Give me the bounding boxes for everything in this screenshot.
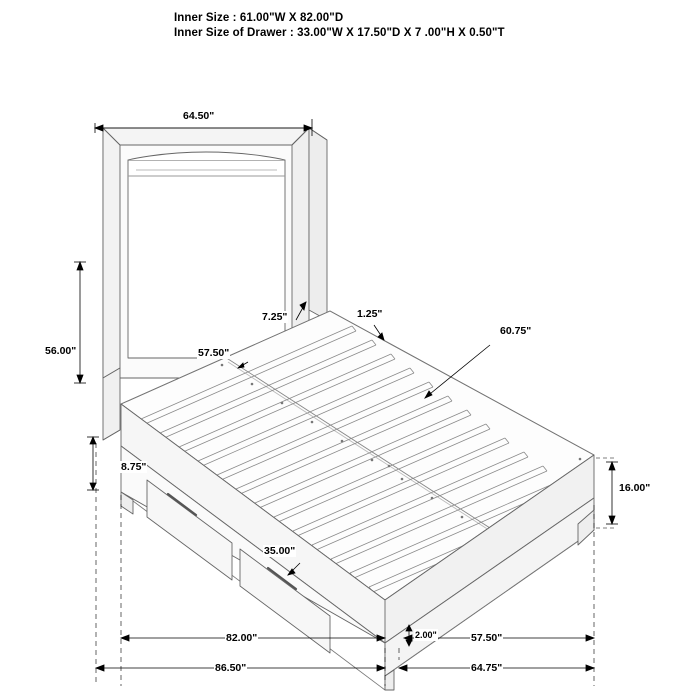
dim-side-height: 16.00"	[619, 482, 651, 494]
dim-bottom-depth: 82.00"	[226, 632, 258, 644]
inner-size-text: Inner Size : 61.00"W X 82.00"D	[174, 12, 344, 24]
dim-drawer-width: 35.00"	[264, 545, 296, 557]
dim-foot-width: 57.50"	[471, 632, 503, 644]
dim-foot-clearance: 2.00"	[415, 630, 437, 640]
dim-bottom-overall: 86.50"	[215, 662, 247, 674]
dim-rail-height: 8.75"	[121, 461, 147, 473]
dim-top-width: 64.50"	[183, 110, 215, 122]
inner-drawer-size-text: Inner Size of Drawer : 33.00"W X 17.50"D X 7 .00"H X 0.50"T	[174, 27, 505, 39]
dim-slat-gap: 7.25"	[262, 311, 288, 323]
dim-headboard-height: 56.00"	[45, 345, 77, 357]
dim-foot-overall: 64.75"	[471, 662, 503, 674]
dim-deck-depth: 60.75"	[500, 325, 532, 337]
dim-slat-thickness: 1.25"	[357, 308, 383, 320]
dim-slat-length: 57.50"	[198, 347, 230, 359]
